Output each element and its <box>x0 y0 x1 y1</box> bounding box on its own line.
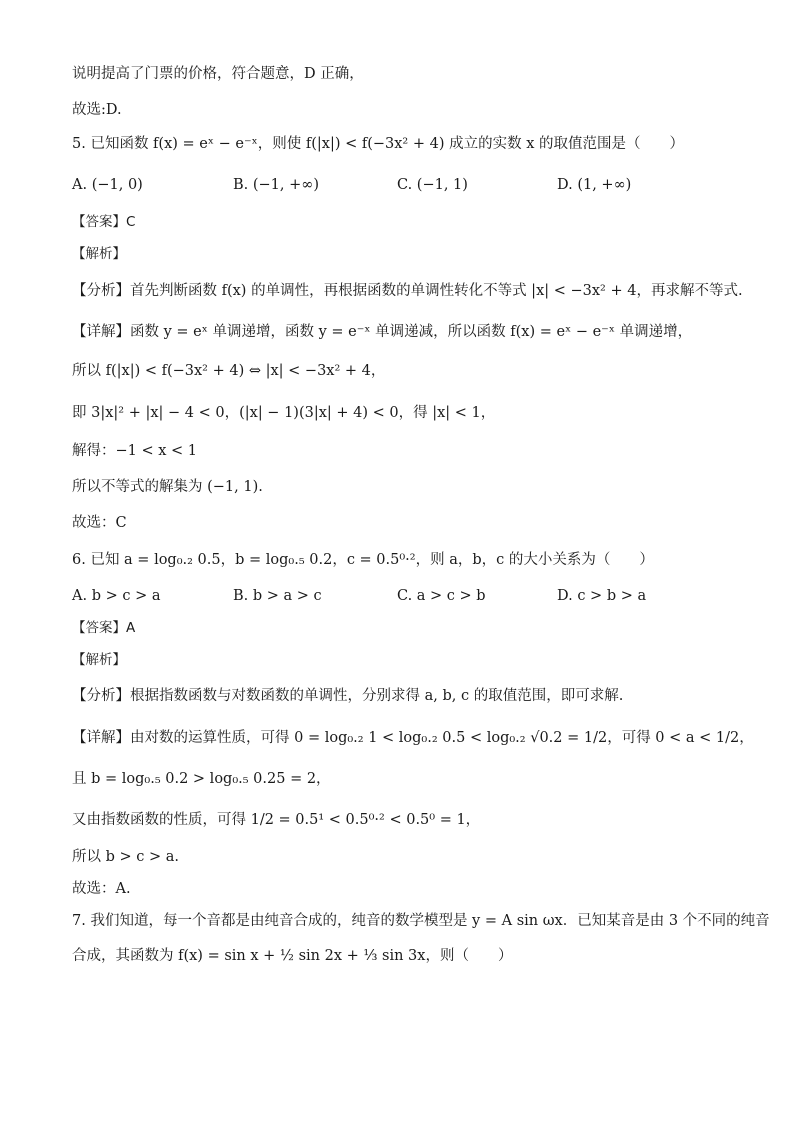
q5-option-c: C. (−1, 1) <box>397 177 468 193</box>
question-7-stem-cont: 合成，其函数为 f(x) = sin x + ½ sin 2x + ⅓ sin 3x，则（ ） <box>72 948 513 964</box>
q6-detail: 【详解】由对数的运算性质，可得 0 = log₀.₂ 1 < log₀.₂ 0.5 < log₀.₂ √0.2 = 1/2，可得 0 < a < 1/2， <box>72 730 754 746</box>
q5-step: 所以 f(|x|) < f(−3x² + 4) ⇔ |x| < −3x² + 4， <box>72 363 386 379</box>
q5-conclusion: 故选：C <box>72 515 127 531</box>
q5-step: 解得：−1 < x < 1 <box>72 443 198 459</box>
q6-option-d: D. c > b > a <box>557 588 647 604</box>
question-6-stem: 6. 已知 a = log₀.₂ 0.5，b = log₀.₅ 0.2，c = 0.5⁰·²，则 a，b，c 的大小关系为（ ） <box>72 552 654 568</box>
q6-step: 所以 b > c > a. <box>72 849 180 865</box>
q6-step: 又由指数函数的性质，可得 1/2 = 0.5¹ < 0.5⁰·² < 0.5⁰ = 1， <box>72 812 481 828</box>
q6-analysis: 【分析】根据指数函数与对数函数的单调性，分别求得 a, b, c 的取值范围，即可求解. <box>72 688 624 704</box>
q6-jiexi-heading: 【解析】 <box>72 652 126 668</box>
text-line: 说明提高了门票的价格，符合题意，D 正确， <box>72 66 364 82</box>
question-5-stem: 5. 已知函数 f(x) = eˣ − e⁻ˣ，则使 f(|x|) < f(−3x² + 4) 成立的实数 x 的取值范围是（ ） <box>72 136 684 152</box>
q6-option-c: C. a > c > b <box>397 588 486 604</box>
q5-jiexi-heading: 【解析】 <box>72 246 126 262</box>
q5-option-a: A. (−1, 0) <box>72 177 143 193</box>
q6-option-a: A. b > c > a <box>72 588 161 604</box>
question-7-stem: 7. 我们知道，每一个音都是由纯音合成的，纯音的数学模型是 y = A sin ωx．已知某音是由 3 个不同的纯音 <box>72 913 770 929</box>
q5-option-b: B. (−1, +∞) <box>233 177 320 193</box>
q5-option-d: D. (1, +∞) <box>557 177 632 193</box>
q6-conclusion: 故选：A. <box>72 881 131 897</box>
q6-answer: 【答案】A <box>72 620 136 636</box>
q5-analysis: 【分析】首先判断函数 f(x) 的单调性，再根据函数的单调性转化不等式 |x| < −3x² + 4，再求解不等式. <box>72 283 743 299</box>
q5-step: 所以不等式的解集为 (−1, 1). <box>72 479 263 495</box>
q5-detail: 【详解】函数 y = eˣ 单调递增，函数 y = e⁻ˣ 单调递减，所以函数 f(x) = eˣ − e⁻ˣ 单调递增， <box>72 324 693 340</box>
q6-option-b: B. b > a > c <box>233 588 322 604</box>
q6-step: 且 b = log₀.₅ 0.2 > log₀.₅ 0.25 = 2， <box>72 771 331 787</box>
q5-answer: 【答案】C <box>72 214 136 230</box>
text-line: 故选:D. <box>72 102 122 118</box>
q5-step: 即 3|x|² + |x| − 4 < 0，(|x| − 1)(3|x| + 4) < 0，得 |x| < 1， <box>72 405 496 421</box>
